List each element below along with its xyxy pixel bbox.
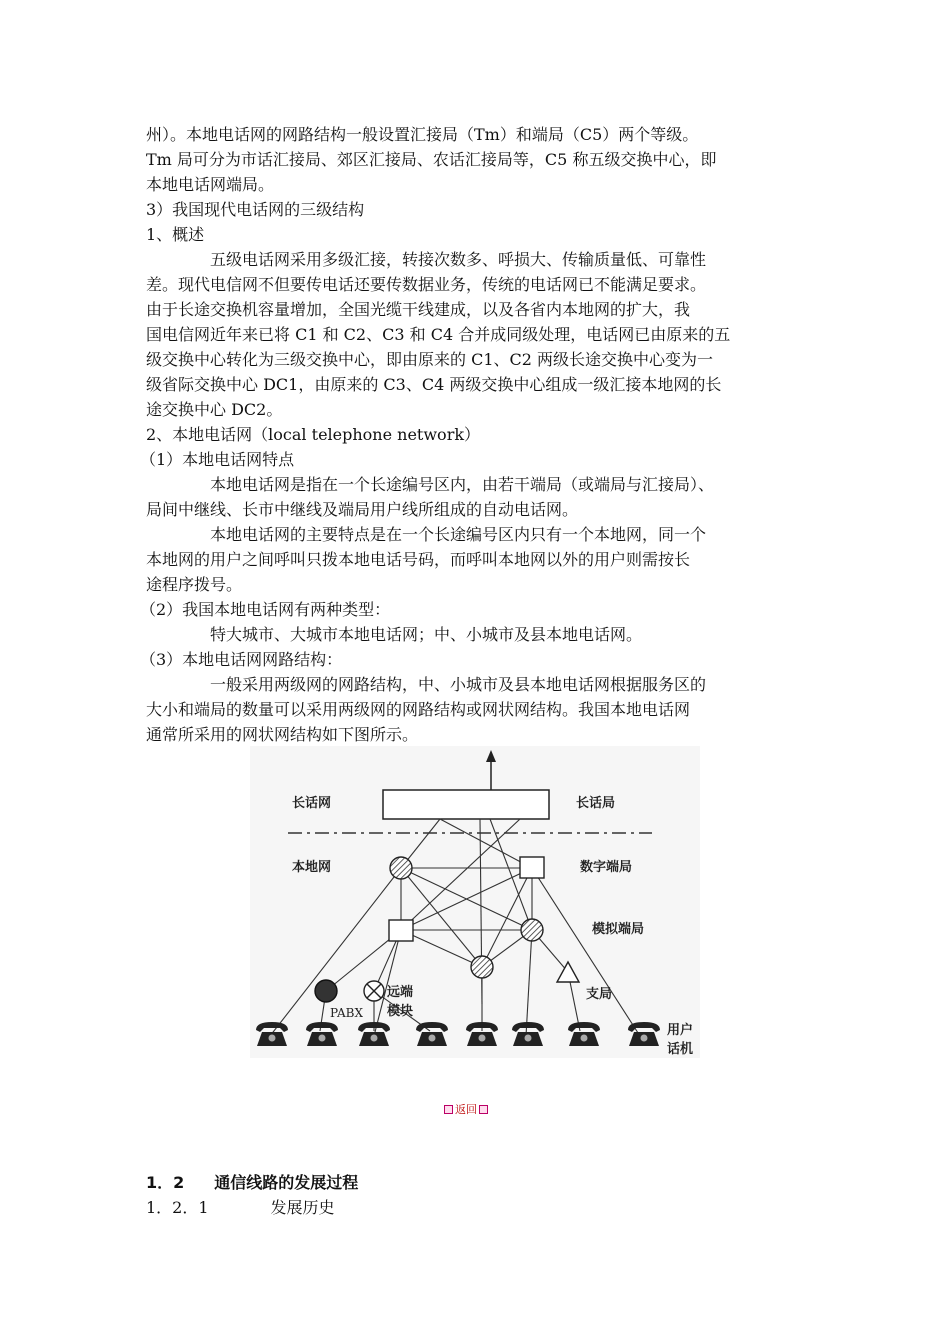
label-user-phone: 话机 bbox=[667, 1042, 694, 1057]
label-analog-end-office: 模拟端局 bbox=[592, 922, 645, 937]
label-remote-module: 远端 bbox=[387, 985, 414, 1000]
section-heading bbox=[146, 1171, 358, 1195]
digital-end-office-node bbox=[520, 857, 544, 878]
phone-icon bbox=[568, 1022, 600, 1046]
network-diagram bbox=[250, 746, 700, 1058]
subheading-features: （1）本地电话网特点 bbox=[140, 450, 295, 469]
heading-local-network: 2、本地电话网（local telephone network） bbox=[146, 425, 481, 444]
label-local-network: 本地网 bbox=[292, 860, 332, 875]
phone-icon bbox=[628, 1022, 660, 1046]
digital-end-office-node bbox=[389, 920, 413, 941]
pabx-node bbox=[315, 980, 337, 1002]
label-long-network: 长话网 bbox=[292, 796, 332, 811]
paragraph-line: 本地电话网端局。 bbox=[146, 175, 275, 194]
paragraph-line: 级省际交换中心 DC1，由原来的 C3、C4 两级交换中心组成一级汇接本地网的长 bbox=[146, 375, 722, 394]
return-link-label: 返回 bbox=[455, 1103, 477, 1116]
subsection-title: 发展历史 bbox=[270, 1198, 335, 1217]
phone-icon bbox=[358, 1022, 390, 1046]
phone-icon bbox=[512, 1022, 544, 1046]
paragraph-line: 五级电话网采用多级汇接，转接次数多、呼损大、传输质量低、可靠性 bbox=[210, 250, 707, 269]
subsection-heading bbox=[146, 1196, 335, 1220]
section-number: 1．2 bbox=[146, 1173, 185, 1192]
paragraph-line: 特大城市、大城市本地电话网；中、小城市及县本地电话网。 bbox=[210, 625, 643, 644]
subheading-types: （2）我国本地电话网有两种类型： bbox=[140, 600, 391, 619]
subheading-structure: （3）本地电话网网路结构： bbox=[140, 650, 343, 669]
phone-icon bbox=[256, 1022, 288, 1046]
label-remote-module: 模块 bbox=[387, 1004, 414, 1019]
long-office-box bbox=[383, 790, 549, 819]
heading-three-level: 3）我国现代电话网的三级结构 bbox=[146, 200, 365, 219]
paragraph-line: 通常所采用的网状网结构如下图所示。 bbox=[146, 725, 419, 744]
paragraph-line: 州）。本地电话网的网路结构一般设置汇接局（Tm）和端局（C5）两个等级。 bbox=[146, 125, 699, 144]
analog-end-office-node bbox=[521, 919, 543, 941]
paragraph-line: 本地电话网是指在一个长途编号区内，由若干端局（或端局与汇接局）、 bbox=[210, 475, 715, 494]
paragraph-line: 途交换中心 DC2。 bbox=[146, 400, 283, 419]
phone-icon bbox=[466, 1022, 498, 1046]
tandem-office-node bbox=[390, 857, 412, 879]
paragraph-line: 本地电话网的主要特点是在一个长途编号区内只有一个本地网，同一个 bbox=[210, 525, 707, 544]
back-arrow-icon bbox=[444, 1105, 453, 1114]
paragraph-line: 差。现代电信网不但要传电话还要传数据业务，传统的电话网已不能满足要求。 bbox=[146, 275, 707, 294]
paragraph-line: 级交换中心转化为三级交换中心，即由原来的 C1、C2 两级长途交换中心变为一 bbox=[146, 350, 714, 369]
section-title: 通信线路的发展过程 bbox=[214, 1173, 359, 1192]
label-long-office: 长话局 bbox=[576, 796, 616, 811]
label-user-phone: 用户 bbox=[667, 1023, 694, 1038]
back-arrow-icon bbox=[479, 1105, 488, 1114]
label-pabx: PABX bbox=[330, 1006, 363, 1020]
analog-end-office-node bbox=[471, 956, 493, 978]
paragraph-line: Tm 局可分为市话汇接局、郊区汇接局、农话汇接局等，C5 称五级交换中心，即 bbox=[146, 150, 717, 169]
paragraph-line: 由于长途交换机容量增加，全国光缆干线建成，以及各省内本地网的扩大，我 bbox=[146, 300, 691, 319]
paragraph-line: 途程序拨号。 bbox=[146, 575, 243, 594]
arrow-head-icon bbox=[486, 750, 496, 762]
paragraph-line: 国电信网近年来已将 C1 和 C2、C3 和 C4 合并成同级处理，电话网已由原来的五 bbox=[146, 325, 731, 344]
label-digital-end-office: 数字端局 bbox=[580, 860, 633, 875]
heading-overview: 1、概述 bbox=[146, 225, 205, 244]
return-link[interactable] bbox=[444, 1101, 488, 1117]
phone-icon bbox=[306, 1022, 338, 1046]
phone-icon bbox=[416, 1022, 448, 1046]
mesh-links bbox=[270, 819, 640, 1036]
paragraph-line: 局间中继线、长市中继线及端局用户线所组成的自动电话网。 bbox=[146, 500, 579, 519]
branch-office-node bbox=[557, 962, 579, 982]
paragraph-line: 一般采用两级网的网路结构，中、小城市及县本地电话网根据服务区的 bbox=[210, 675, 707, 694]
paragraph-line: 大小和端局的数量可以采用两级网的网路结构或网状网结构。我国本地电话网 bbox=[146, 700, 691, 719]
paragraph-line: 本地网的用户之间呼叫只拨本地电话号码，而呼叫本地网以外的用户则需按长 bbox=[146, 550, 691, 569]
subsection-number: 1．2．1 bbox=[146, 1198, 209, 1217]
label-branch-office: 支局 bbox=[586, 987, 613, 1002]
